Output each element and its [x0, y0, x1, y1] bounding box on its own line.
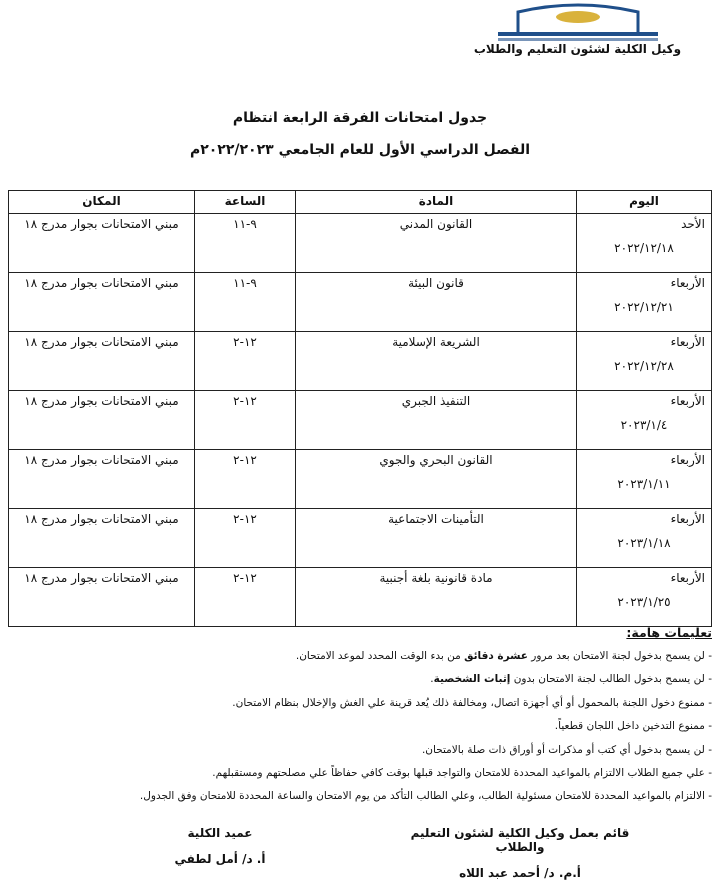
table-row	[9, 273, 712, 332]
table-row	[9, 332, 712, 391]
helwan-logo-icon	[478, 2, 678, 42]
instruction-text: - علي جميع الطلاب الالتزام بالمواعيد المحددة للامتحان والتواجد قبلها بوقت كافي حفاظاً علي مصلحتهم ومستقبلهم.	[212, 766, 712, 779]
day-cell	[577, 391, 712, 450]
exam-date: ٢٠٢٢/١٢/٢١	[614, 300, 674, 314]
place-cell: مبني الامتحانات بجوار مدرج ١٨	[9, 568, 195, 627]
time-cell: ٩-١١	[195, 273, 296, 332]
subject-cell: القانون المدني	[296, 214, 577, 273]
table-row	[9, 568, 712, 627]
day-name: الأحد	[681, 217, 705, 231]
subject-cell: التأمينات الاجتماعية	[296, 509, 577, 568]
place-cell: مبني الامتحانات بجوار مدرج ١٨	[9, 391, 195, 450]
subject-cell: القانون البحري والجوي	[296, 450, 577, 509]
exam-date: ٢٠٢٣/١/١٨	[617, 536, 671, 550]
place-cell: مبني الامتحانات بجوار مدرج ١٨	[9, 509, 195, 568]
day-name: الأربعاء	[670, 512, 705, 526]
university-logo	[445, 2, 710, 64]
instruction-item	[12, 767, 712, 790]
day-cell	[577, 568, 712, 627]
vice-dean-signature	[400, 826, 640, 880]
place-cell: مبني الامتحانات بجوار مدرج ١٨	[9, 450, 195, 509]
subject-cell: الشريعة الإسلامية	[296, 332, 577, 391]
time-cell: ٩-١١	[195, 214, 296, 273]
instructions	[12, 625, 712, 803]
instruction-item	[12, 720, 712, 743]
day-cell	[577, 332, 712, 391]
time-cell: ١٢-٢	[195, 568, 296, 627]
office-name: وكيل الكلية لشئون التعليم والطلاب	[473, 42, 682, 56]
day-name: الأربعاء	[670, 453, 705, 467]
vice-dean-role: قائم بعمل وكيل الكلية لشئون التعليم والطلاب	[410, 826, 630, 854]
instruction-text-end: .	[430, 673, 434, 686]
subject-cell: قانون البيئة	[296, 273, 577, 332]
day-name: الأربعاء	[670, 335, 705, 349]
dean-role: عميد الكلية	[187, 826, 253, 840]
exam-date: ٢٠٢٢/١٢/٢٨	[614, 359, 674, 373]
subject-cell: التنفيذ الجبري	[296, 391, 577, 450]
time-cell: ١٢-٢	[195, 509, 296, 568]
dean-name: أ. د/ أمل لطفي	[174, 852, 266, 866]
table-header-row	[9, 191, 712, 214]
instruction-text: - ممنوع دخول اللجنة بالمحمول أو أي أجهزة اتصال، ومخالفة ذلك يُعد قرينة علي الغش والإخلال بنظام الامتحان.	[232, 696, 712, 709]
instruction-item	[12, 673, 712, 696]
vice-dean-name: أ.م. د/ أحمد عبد اللاه	[459, 866, 581, 880]
instruction-item	[12, 697, 712, 720]
time-cell: ١٢-٢	[195, 391, 296, 450]
day-cell	[577, 214, 712, 273]
instructions-heading: تعليمات هامة:	[626, 625, 712, 640]
header-day: اليوم	[577, 191, 712, 214]
day-name: الأربعاء	[670, 394, 705, 408]
instruction-text: - الالتزام بالمواعيد المحددة للامتحان مسئولية الطالب، وعلي الطالب التأكد من يوم الامتحان والساعة المحددة للامتحان وفق الجدول.	[139, 790, 712, 803]
header-place: المكان	[9, 191, 195, 214]
exam-date: ٢٠٢٢/١٢/١٨	[614, 241, 674, 255]
day-name: الأربعاء	[670, 276, 705, 290]
table-row	[9, 391, 712, 450]
page-subtitle: الفصل الدراسي الأول للعام الجامعي ٢٠٢٢/٢٠٢٣م	[189, 142, 531, 158]
place-cell: مبني الامتحانات بجوار مدرج ١٨	[9, 332, 195, 391]
dean-signature	[140, 826, 300, 866]
instruction-text-end: من بدء الوقت المحدد لموعد الامتحان.	[295, 650, 465, 662]
time-cell: ١٢-٢	[195, 332, 296, 391]
header-subject: المادة	[296, 191, 577, 214]
table-row	[9, 214, 712, 273]
instruction-text: - لن يسمح بدخول أي كتب أو مذكرات أو أوراق ذات صلة بالامتحان.	[421, 743, 712, 756]
place-cell: مبني الامتحانات بجوار مدرج ١٨	[9, 214, 195, 273]
day-cell	[577, 273, 712, 332]
exam-date: ٢٠٢٣/١/٤	[620, 418, 668, 432]
subject-cell: مادة قانونية بلغة أجنبية	[296, 568, 577, 627]
instruction-emphasis: عشرة دقائق	[464, 650, 528, 662]
instruction-text: - لن يسمح بدخول الطالب لجنة الامتحان بدون	[510, 673, 712, 686]
time-cell: ١٢-٢	[195, 450, 296, 509]
instruction-item	[12, 744, 712, 767]
header-time: الساعة	[195, 191, 296, 214]
table-row	[9, 509, 712, 568]
exam-date: ٢٠٢٣/١/١١	[617, 477, 671, 491]
instruction-item	[12, 790, 712, 813]
day-cell	[577, 509, 712, 568]
day-name: الأربعاء	[670, 571, 705, 585]
table-row	[9, 450, 712, 509]
instruction-text: - لن يسمح بدخول لجنة الامتحان بعد مرور	[527, 650, 712, 662]
instruction-emphasis: إثبات الشخصية	[433, 673, 511, 686]
place-cell: مبني الامتحانات بجوار مدرج ١٨	[9, 273, 195, 332]
page-title: جدول امتحانات الفرقة الرابعة انتظام	[232, 110, 488, 126]
exam-schedule-table	[8, 190, 712, 627]
instruction-text: - ممنوع التدخين داخل اللجان قطعياً.	[554, 720, 712, 733]
day-cell	[577, 450, 712, 509]
exam-date: ٢٠٢٣/١/٢٥	[617, 595, 671, 609]
instruction-item	[12, 650, 712, 673]
